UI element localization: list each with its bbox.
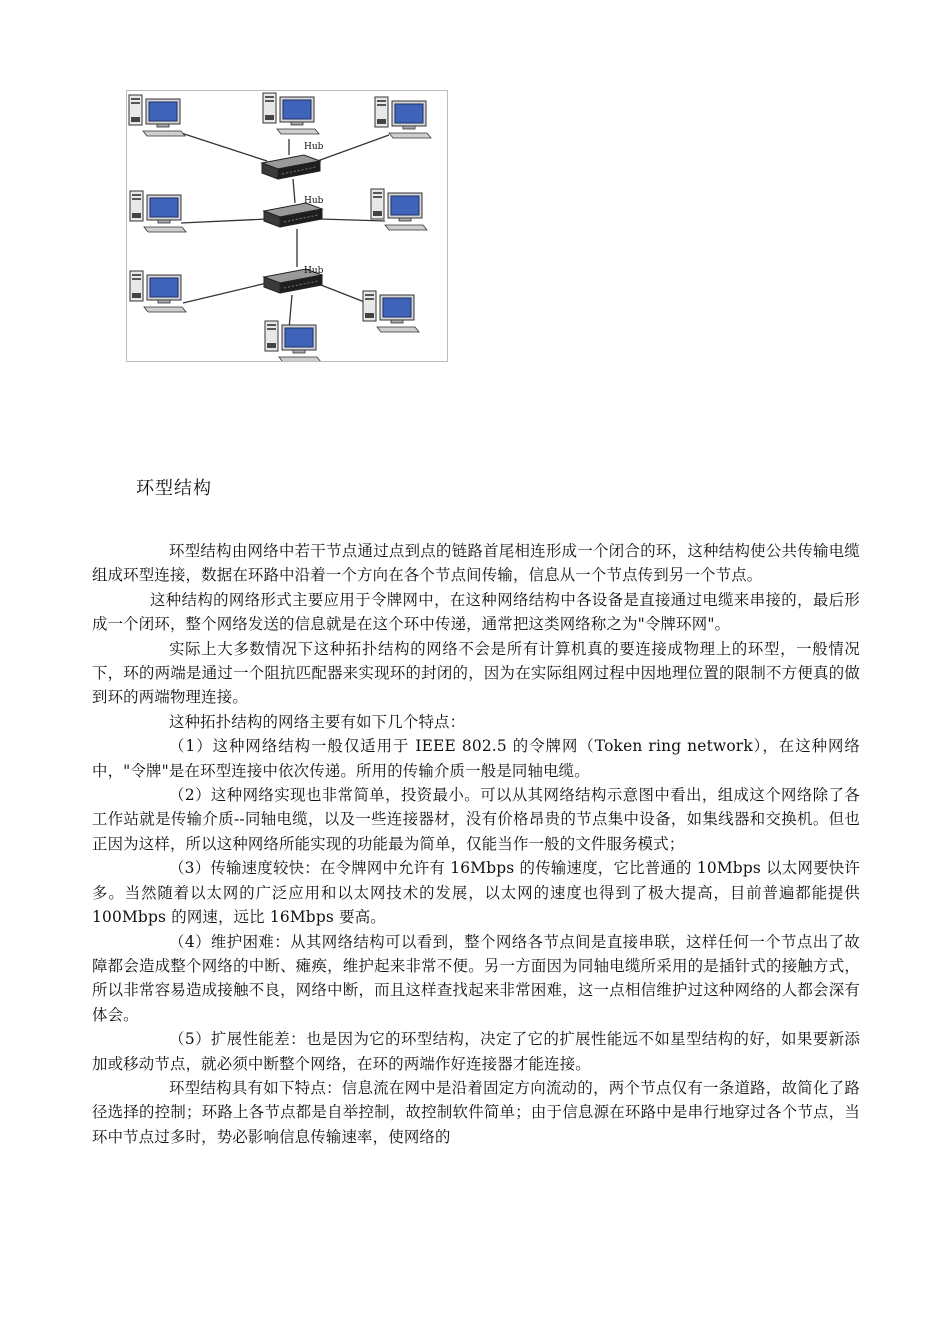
computer-icon xyxy=(130,191,186,232)
paragraph: 这种结构的网络形式主要应用于令牌网中，在这种网络结构中各设备是直接通过电缆来串接的，最后形成一个闭环，整个网络发送的信息就是在这个环中传递，通常把这类网络称之为"令牌环网"。 xyxy=(92,590,860,634)
computer-icon xyxy=(130,271,186,312)
network-diagram xyxy=(127,91,447,361)
computer-icon xyxy=(263,93,319,134)
network-topology-figure xyxy=(126,90,448,362)
list-item: （3）传输速度较快：在令牌网中允许有 16Mbps 的传输速度，它比普通的 10Mbps 以太网要快许多。当然随着以太网的广泛应用和以太网技术的发展，以太网的速度也得到了极大提高，目前普遍都能提供 100Mbps 的网速，远比 16Mbps 要高。 xyxy=(92,859,860,927)
body-text xyxy=(92,539,860,1149)
hub-label: Hub xyxy=(304,196,324,206)
hub-top xyxy=(262,142,324,179)
hub-bottom xyxy=(264,266,324,293)
computer-icon xyxy=(375,97,431,138)
hub-middle xyxy=(264,196,324,227)
hub-label: Hub xyxy=(304,266,324,276)
list-item: （2）这种网络实现也非常简单，投资最小。可以从其网络结构示意图中看出，组成这个网络除了各工作站就是传输介质--同轴电缆，以及一些连接器材，没有价格昂贵的节点集中设备，如集线器和交换机。但也正因为这样，所以这种网络所能实现的功能最为简单，仅能当作一般的文件服务模式； xyxy=(92,786,860,853)
computer-icon xyxy=(129,95,185,136)
paragraph: 环型结构由网络中若干节点通过点到点的链路首尾相连形成一个闭合的环，这种结构使公共传输电缆组成环型连接，数据在环路中沿着一个方向在各个节点间传输，信息从一个节点传到另一个节点。 xyxy=(92,542,860,585)
section-title: 环型结构 xyxy=(136,478,212,499)
paragraph: 这种拓扑结构的网络主要有如下几个特点： xyxy=(169,712,466,731)
computer-icon xyxy=(363,291,419,332)
computer-icon xyxy=(265,321,321,361)
paragraph: 实际上大多数情况下这种拓扑结构的网络不会是所有计算机真的要连接成物理上的环型，一般情况下，环的两端是通过一个阻抗匹配器来实现环的封闭的，因为在实际组网过程中因地理位置的限制不方便真的做到环的两端物理连接。 xyxy=(92,639,860,707)
computer-icon xyxy=(371,189,427,230)
hub-label: Hub xyxy=(304,142,324,152)
paragraph: 环型结构具有如下特点：信息流在网中是沿着固定方向流动的，两个节点仅有一条道路，故简化了路径选择的控制；环路上各节点都是自举控制，故控制软件简单；由于信息源在环路中是串行地穿过各个节点，当环中节点过多时，势必影响信息传输速率，使网络的 xyxy=(92,1078,860,1146)
list-item: （4）维护困难：从其网络结构可以看到，整个网络各节点间是直接串联，这样任何一个节点出了故障都会造成整个网络的中断、瘫痪，维护起来非常不便。另一方面因为同轴电缆所采用的是插针式的接触方式，所以非常容易造成接触不良，网络中断，而且这样查找起来非常困难，这一点相信维护过这种网络的人都会深有体会。 xyxy=(92,932,860,1024)
list-item: （5）扩展性能差：也是因为它的环型结构，决定了它的扩展性能远不如星型结构的好，如果要新添加或移动节点，就必须中断整个网络，在环的两端作好连接器才能连接。 xyxy=(92,1030,860,1073)
list-item: （1）这种网络结构一般仅适用于 IEEE 802.5 的令牌网（Token ring network），在这种网络中，"令牌"是在环型连接中依次传递。所用的传输介质一般是同轴电缆。 xyxy=(92,737,860,780)
